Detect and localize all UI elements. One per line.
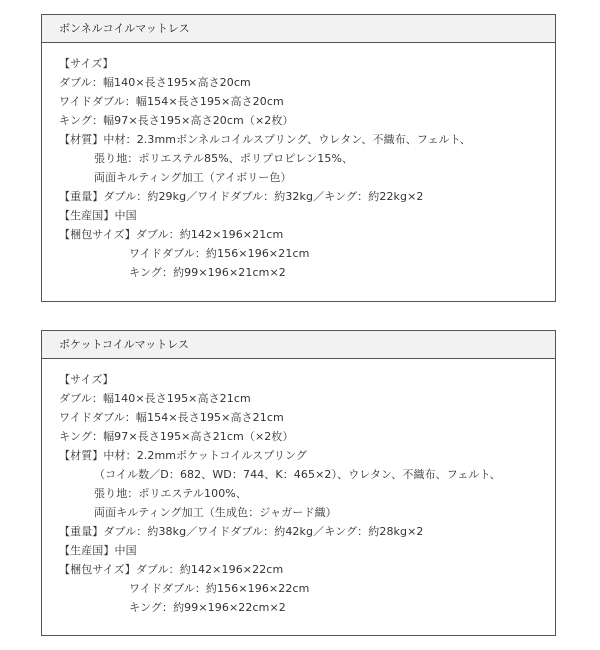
spec-line: 【重量】ダブル：約38kg／ワイドダブル：約42kg／キング：約28kg×2 [59, 525, 424, 538]
spec-line: （コイル数／D：682、WD：744、K：465×2）、ウレタン、不織布、フェルト、 [94, 468, 501, 481]
bonnell-spec-panel [41, 14, 556, 302]
spec-line: 【梱包サイズ】ダブル：約142×196×21cm [59, 228, 284, 241]
spec-line: 両面キルティング加工（生成色：ジャガード織） [94, 506, 337, 519]
spec-line: 【生産国】中国 [59, 544, 137, 557]
pocket-spec-body [42, 359, 555, 617]
spec-line: ダブル：幅140×長さ195×高さ20cm [59, 76, 251, 89]
pocket-title: ポケットコイルマットレス [42, 331, 555, 359]
spec-line: ワイドダブル：約156×196×21cm [129, 247, 310, 260]
spec-line: 張り地：ポリエステル100%、 [94, 487, 247, 500]
spec-line: 【重量】ダブル：約29kg／ワイドダブル：約32kg／キング：約22kg×2 [59, 190, 424, 203]
spec-line: キング：幅97×長さ195×高さ20cm（×2枚） [59, 114, 294, 127]
spec-line: 【材質】中材：2.3mmボンネルコイルスプリング、ウレタン、不織布、フェルト、 [59, 133, 471, 146]
spec-line: 【サイズ】 [59, 57, 114, 70]
spec-line: 【梱包サイズ】ダブル：約142×196×22cm [59, 563, 284, 576]
spec-line: ダブル：幅140×長さ195×高さ21cm [59, 392, 251, 405]
spec-line: 張り地：ポリエステル85%、ポリプロピレン15%、 [94, 152, 354, 165]
spec-line: ワイドダブル：幅154×長さ195×高さ20cm [59, 95, 284, 108]
spec-line: キング：幅97×長さ195×高さ21cm（×2枚） [59, 430, 294, 443]
spec-line: キング：約99×196×22cm×2 [129, 601, 286, 614]
pocket-spec-panel [41, 330, 556, 636]
spec-line: キング：約99×196×21cm×2 [129, 266, 286, 279]
spec-line: 両面キルティング加工（アイボリー色） [94, 171, 292, 184]
spec-line: ワイドダブル：幅154×長さ195×高さ21cm [59, 411, 284, 424]
spec-line: ワイドダブル：約156×196×22cm [129, 582, 310, 595]
spec-line: 【サイズ】 [59, 373, 114, 386]
bonnell-title: ボンネルコイルマットレス [42, 15, 555, 43]
bonnell-spec-body [42, 43, 555, 282]
spec-line: 【材質】中材：2.2mmポケットコイルスプリング [59, 449, 308, 462]
spec-line: 【生産国】中国 [59, 209, 137, 222]
